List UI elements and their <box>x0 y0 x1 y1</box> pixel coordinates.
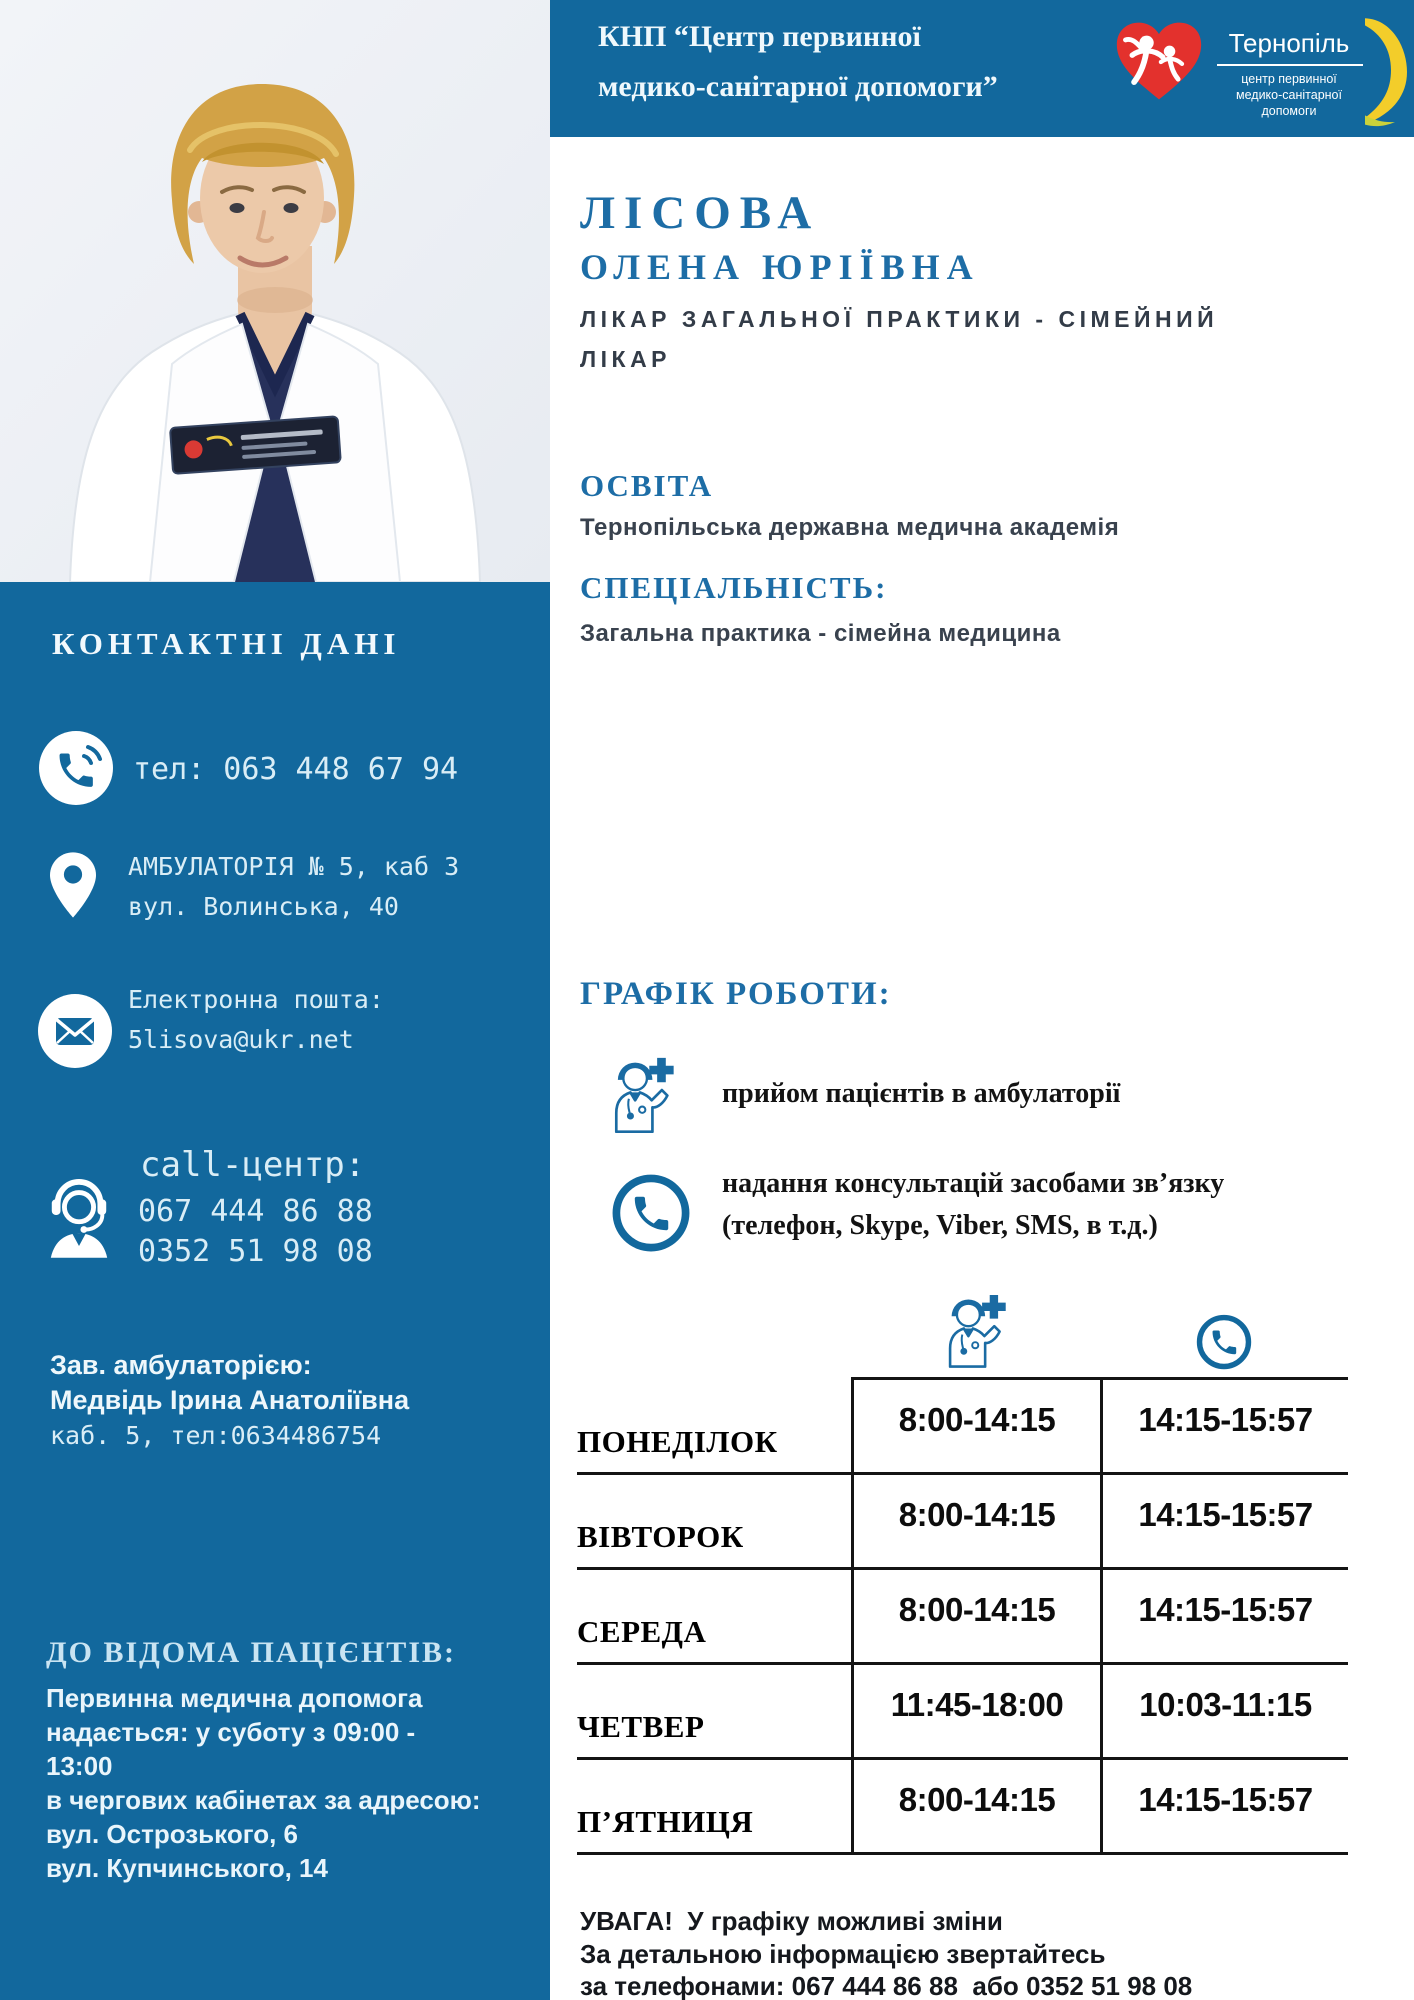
ambulatory-head-label: Зав. амбулаторією: <box>50 1350 312 1380</box>
table-row-office <box>851 1570 1100 1665</box>
patients-notice-line: в чергових кабінетах за адресою: <box>46 1785 481 1815</box>
attention-note-line2: За детальною інформацією звертайтесь <box>580 1939 1106 1969</box>
doctor-portrait-illustration <box>0 0 550 582</box>
doctor-position-line2: ЛІКАР <box>580 346 672 372</box>
sidebar-phone-number: тел: 063 448 67 94 <box>133 752 459 787</box>
email-label: Електронна пошта: <box>128 985 384 1014</box>
table-row-day: ЧЕТВЕР <box>577 1665 851 1760</box>
attention-note-line1: УВАГА! У графіку можливі зміни <box>580 1906 1003 1936</box>
remote-hours: 14:15-15:57 <box>1138 1591 1313 1628</box>
specialty-title: СПЕЦІАЛЬНІСТЬ: <box>580 570 888 605</box>
remote-hours: 10:03-11:15 <box>1139 1686 1312 1723</box>
ambulatory-head-info: каб. 5, тел:0634486754 <box>50 1421 382 1450</box>
remote-hours: 14:15-15:57 <box>1138 1781 1313 1818</box>
phone-icon <box>38 730 114 806</box>
contacts-title: КОНТАКТНІ ДАНІ <box>52 626 401 661</box>
location-pin-icon <box>50 850 96 920</box>
doctor-portrait-photo <box>0 0 550 582</box>
org-name-line2: медико-санітарної допомоги” <box>598 70 998 103</box>
table-row-remote <box>1100 1760 1348 1855</box>
education-text: Тернопільська державна медична академія <box>580 514 1120 541</box>
office-hours: 11:45-18:00 <box>890 1686 1064 1723</box>
table-row-day: ПОНЕДІЛОК <box>577 1380 851 1475</box>
patients-notice-line: надається: у суботу з 09:00 - <box>46 1717 416 1747</box>
phone-circle-icon <box>1195 1313 1253 1371</box>
table-row-day: ВІВТОРОК <box>577 1475 851 1570</box>
doctor-position-line1: ЛІКАР ЗАГАЛЬНОЇ ПРАКТИКИ - СІМЕЙНИЙ <box>580 306 1219 332</box>
table-row-day: П’ЯТНИЦЯ <box>577 1760 851 1855</box>
table-row-remote <box>1100 1380 1348 1475</box>
org-name-line1: КНП “Центр первинної <box>598 20 921 53</box>
remote-hours: 14:15-15:57 <box>1138 1401 1313 1438</box>
office-hours: 8:00-14:15 <box>898 1591 1056 1628</box>
logo-divider <box>1217 64 1363 66</box>
table-corner-cell <box>577 1305 851 1380</box>
remote-hours: 14:15-15:57 <box>1138 1496 1313 1533</box>
specialty-text: Загальна практика - сімейна медицина <box>580 620 1061 647</box>
table-row-office <box>851 1380 1100 1475</box>
schedule-mode2-line1: надання консультацій засобами зв’язку <box>722 1168 1225 1199</box>
table-row-office <box>851 1760 1100 1855</box>
attention-note-line3: за телефонами: 067 444 86 88 або 0352 51 98 08 <box>580 1971 1193 2000</box>
education-title: ОСВІТА <box>580 468 714 503</box>
logo-subtitle-line: допомоги <box>1261 104 1317 118</box>
callcenter-label: call-центр: <box>140 1145 366 1185</box>
office-hours: 8:00-14:15 <box>898 1401 1056 1438</box>
schedule-table <box>577 1305 1348 1855</box>
heart-family-icon <box>1113 18 1205 104</box>
callcenter-phone-2: 0352 51 98 08 <box>138 1234 373 1269</box>
doctor-last-name: ЛІСОВА <box>580 187 821 239</box>
address-line2: вул. Волинська, 40 <box>128 892 399 921</box>
schedule-title: ГРАФІК РОБОТИ: <box>580 976 892 1012</box>
call-center-operator-icon <box>44 1168 114 1258</box>
org-logo <box>1113 8 1409 132</box>
schedule-mode2-line2: (телефон, Skype, Viber, SMS, в т.д.) <box>722 1210 1158 1241</box>
address-line1: АМБУЛАТОРІЯ № 5, каб 3 <box>128 852 460 881</box>
table-row-remote <box>1100 1475 1348 1570</box>
table-row-office <box>851 1475 1100 1570</box>
logo-city-name: Тернопіль <box>1228 28 1350 58</box>
email-address: 5lisova@ukr.net <box>128 1025 354 1054</box>
callcenter-phone-1: 067 444 86 88 <box>138 1194 373 1229</box>
table-header-office <box>851 1305 1100 1380</box>
doctor-icon <box>944 1283 1008 1377</box>
logo-subtitle-line: центр первинної <box>1241 72 1337 86</box>
office-hours: 8:00-14:15 <box>898 1781 1056 1818</box>
office-hours: 8:00-14:15 <box>898 1496 1056 1533</box>
email-icon <box>37 993 113 1069</box>
schedule-mode1-text: прийом пацієнтів в амбулаторії <box>722 1078 1121 1109</box>
patients-notice-title: ДО ВІДОМА ПАЦІЄНТІВ: <box>46 1636 456 1669</box>
patients-notice-line: вул. Купчинського, 14 <box>46 1853 328 1883</box>
ambulatory-head-name: Медвідь Ірина Анатоліївна <box>50 1385 410 1415</box>
phone-circle-icon <box>610 1172 692 1254</box>
swoosh-icon <box>1365 8 1409 132</box>
patients-notice-line: вул. Острозького, 6 <box>46 1819 298 1849</box>
table-row-office <box>851 1665 1100 1760</box>
patients-notice-line: 13:00 <box>46 1751 113 1781</box>
table-row-remote <box>1100 1570 1348 1665</box>
table-row-remote <box>1100 1665 1348 1760</box>
table-row-day: СЕРЕДА <box>577 1570 851 1665</box>
doctor-icon <box>610 1046 676 1142</box>
doctor-first-middle-name: ОЛЕНА ЮРІЇВНА <box>580 247 980 287</box>
patients-notice-line: Первинна медична допомога <box>46 1683 423 1713</box>
table-header-remote <box>1100 1305 1348 1380</box>
logo-subtitle-line: медико-санітарної <box>1236 88 1342 102</box>
